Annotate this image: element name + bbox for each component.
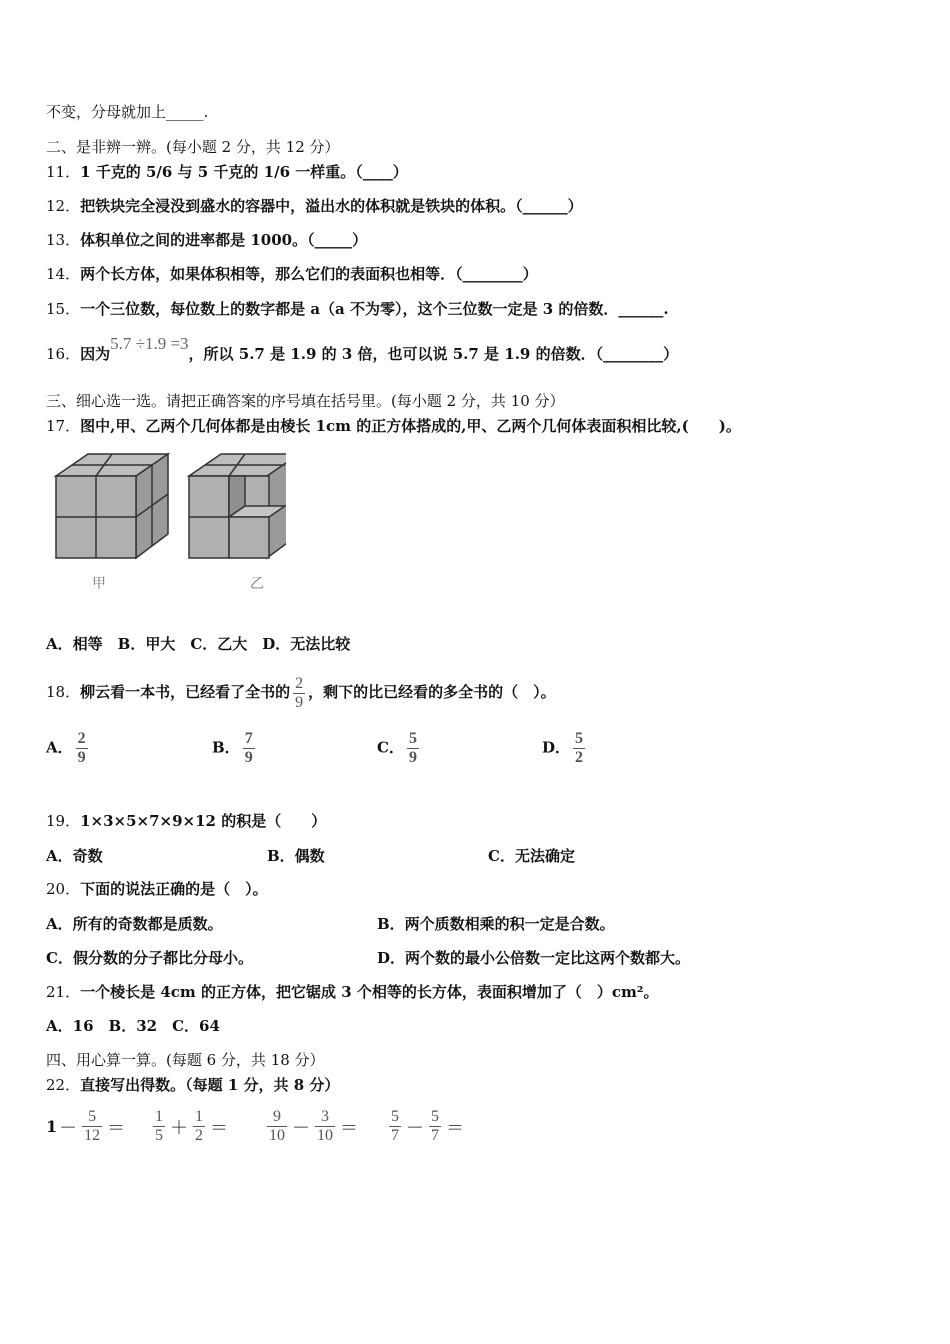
- option-text: B．两个质数相乘的积一定是合数。: [377, 915, 615, 933]
- expr-equals: ＝: [446, 1117, 464, 1139]
- question-number: 13．: [46, 231, 81, 249]
- q18-option-b: [212, 730, 258, 767]
- continued-text: [46, 102, 208, 122]
- expr-equals: ＝: [210, 1117, 228, 1139]
- question-12: [46, 196, 583, 216]
- question-11: [46, 162, 408, 182]
- fraction-denominator: 10: [317, 1127, 333, 1144]
- section-2-title: [46, 137, 340, 157]
- options-text: A．16 B．32 C．64: [46, 1017, 220, 1035]
- fraction: [407, 730, 419, 767]
- fraction: [267, 1108, 287, 1145]
- option-text: B．偶数: [267, 847, 325, 865]
- fraction-denominator: 7: [431, 1127, 439, 1144]
- fraction: [153, 1108, 165, 1145]
- expr-operator: －: [406, 1117, 424, 1139]
- option-label: D．: [542, 738, 571, 757]
- question-text: 1 千克的 5/6 与 5 千克的 1/6 一样重。（____）: [80, 163, 408, 181]
- fraction: [429, 1108, 441, 1145]
- fraction: [82, 1108, 102, 1145]
- question-16: [46, 334, 679, 364]
- question-21: [46, 982, 658, 1002]
- q20-option-d: [377, 947, 690, 968]
- option-text: A．所有的奇数都是质数。: [46, 915, 223, 933]
- question-text: 两个长方体，如果体积相等，那么它们的表面积也相等．（________）: [80, 265, 538, 283]
- fraction-denominator: 9: [295, 693, 304, 711]
- question-number: 16．: [46, 345, 81, 363]
- figure-label-left: 甲: [92, 576, 106, 592]
- expr-operator: －: [59, 1117, 78, 1139]
- fraction-denominator: 9: [77, 749, 86, 766]
- q18-option-c: [377, 730, 422, 767]
- fraction-numerator: 9: [273, 1108, 281, 1125]
- fraction-numerator: 2: [295, 674, 304, 692]
- section-title: 三、细心选一选。请把正确答案的序号填在括号里。(每小题 2 分，共 10 分）: [46, 392, 565, 410]
- fraction-numerator: 1: [195, 1108, 203, 1125]
- question-number: 18．: [46, 683, 81, 701]
- expr-equals: ＝: [340, 1117, 358, 1139]
- question-number: 11．: [46, 163, 81, 181]
- section-title: 四、用心算一算。(每题 6 分，共 18 分）: [46, 1051, 325, 1069]
- q19-option-a: [46, 845, 103, 866]
- fraction-numerator: 1: [155, 1108, 163, 1125]
- question-text: 体积单位之间的进率都是 1000。（_____）: [80, 231, 368, 249]
- fraction: [389, 1108, 401, 1145]
- figure-label-right: 乙: [250, 576, 264, 592]
- cube-diagram: [46, 446, 286, 606]
- question-text-post: ，所以 5.7 是 1.9 的 3 倍，也可以说 5.7 是 1.9 的倍数．（________）: [188, 345, 679, 363]
- question-number: 14．: [46, 265, 81, 283]
- question-text: 下面的说法正确的是（ ）。: [80, 880, 268, 898]
- fraction: [243, 730, 255, 767]
- question-17: [46, 416, 741, 436]
- fraction-denominator: 12: [84, 1127, 101, 1144]
- fraction-numerator: 5: [391, 1108, 399, 1125]
- question-number: 17．: [46, 417, 81, 435]
- expr-number: 1: [46, 1117, 58, 1136]
- fraction-numerator: 2: [77, 730, 86, 747]
- fraction-denominator: 9: [244, 749, 253, 766]
- top-line-text: 不变，分母就加上_____.: [46, 103, 209, 121]
- expr-operator: ＋: [170, 1117, 188, 1139]
- question-20: [46, 879, 268, 899]
- expression-1: [46, 1108, 127, 1145]
- question-17-options: [46, 634, 350, 654]
- question-21-options: [46, 1016, 220, 1036]
- fraction-denominator: 2: [195, 1127, 203, 1144]
- fraction-denominator: 9: [408, 749, 417, 766]
- fraction-denominator: 5: [155, 1127, 163, 1144]
- question-15: [46, 299, 669, 319]
- q19-option-c: [488, 845, 575, 866]
- q20-option-c: [46, 947, 253, 968]
- question-text: 图中,甲、乙两个几何体都是由棱长 1cm 的正方体搭成的,甲、乙两个几何体表面积相比较,( )。: [80, 417, 741, 435]
- option-label: B．: [212, 738, 240, 757]
- equation: 5.7 ÷1.9 =3: [110, 334, 189, 353]
- q20-option-b: [377, 913, 615, 934]
- question-text: 把铁块完全浸没到盛水的容器中，溢出水的体积就是铁块的体积。（______）: [80, 197, 583, 215]
- option-text: C．假分数的分子都比分母小。: [46, 949, 253, 967]
- fraction-numerator: 5: [408, 730, 417, 747]
- q18-option-d: [542, 730, 588, 767]
- question-14: [46, 264, 538, 284]
- question-text-pre: 因为: [80, 345, 111, 363]
- question-18: [46, 674, 556, 712]
- fraction: [76, 730, 88, 767]
- question-text-pre: 柳云看一本书，已经看了全书的: [80, 683, 291, 701]
- fraction: [315, 1108, 335, 1145]
- question-number: 12．: [46, 197, 81, 215]
- expression-2: [150, 1108, 230, 1145]
- expression-4: [386, 1108, 466, 1145]
- option-text: A．奇数: [46, 847, 103, 865]
- question-19: [46, 811, 326, 831]
- option-text: C．无法确定: [488, 847, 575, 865]
- question-22: [46, 1075, 339, 1095]
- fraction-denominator: 10: [269, 1127, 285, 1144]
- q18-option-a: [46, 730, 91, 767]
- fraction-numerator: 3: [321, 1108, 329, 1125]
- q20-option-a: [46, 913, 223, 934]
- fraction-denominator: 7: [391, 1127, 399, 1144]
- expr-operator: －: [292, 1117, 310, 1139]
- section-3-title: [46, 391, 565, 411]
- question-number: 19．: [46, 812, 81, 830]
- fraction-denominator: 2: [575, 749, 584, 766]
- fraction: [193, 1108, 205, 1145]
- question-number: 15．: [46, 300, 81, 318]
- expr-equals: ＝: [107, 1117, 126, 1139]
- option-label: C．: [377, 738, 404, 757]
- cube-figure: [46, 446, 286, 606]
- question-text: 一个三位数，每位数上的数字都是 a（a 不为零），这个三位数一定是 3 的倍数．______.: [80, 300, 669, 318]
- q19-option-b: [267, 845, 325, 866]
- fraction-numerator: 5: [431, 1108, 439, 1125]
- fraction-numerator: 7: [244, 730, 253, 747]
- question-number: 22．: [46, 1076, 81, 1094]
- section-title: 二、是非辨一辨。(每小题 2 分，共 12 分）: [46, 138, 340, 156]
- question-text: 直接写出得数。（每题 1 分，共 8 分）: [80, 1076, 340, 1094]
- question-number: 21．: [46, 983, 81, 1001]
- question-text-post: ，剩下的比已经看的多全书的（ ）。: [308, 683, 556, 701]
- question-text: 一个棱长是 4cm 的正方体，把它锯成 3 个相等的长方体，表面积增加了（ ）cm²。: [80, 983, 659, 1001]
- options-text: A．相等 B．甲大 C．乙大 D．无法比较: [46, 635, 351, 653]
- expression-3: [264, 1108, 360, 1145]
- fraction: [573, 730, 585, 767]
- option-text: D．两个数的最小公倍数一定比这两个数都大。: [377, 949, 691, 967]
- fraction-numerator: 5: [575, 730, 584, 747]
- option-label: A．: [46, 738, 73, 757]
- question-text: 1×3×5×7×9×12 的积是（ ）: [80, 812, 327, 830]
- question-number: 20．: [46, 880, 81, 898]
- fraction-numerator: 5: [88, 1108, 97, 1125]
- section-4-title: [46, 1050, 325, 1070]
- fraction: [293, 675, 305, 712]
- question-13: [46, 230, 367, 250]
